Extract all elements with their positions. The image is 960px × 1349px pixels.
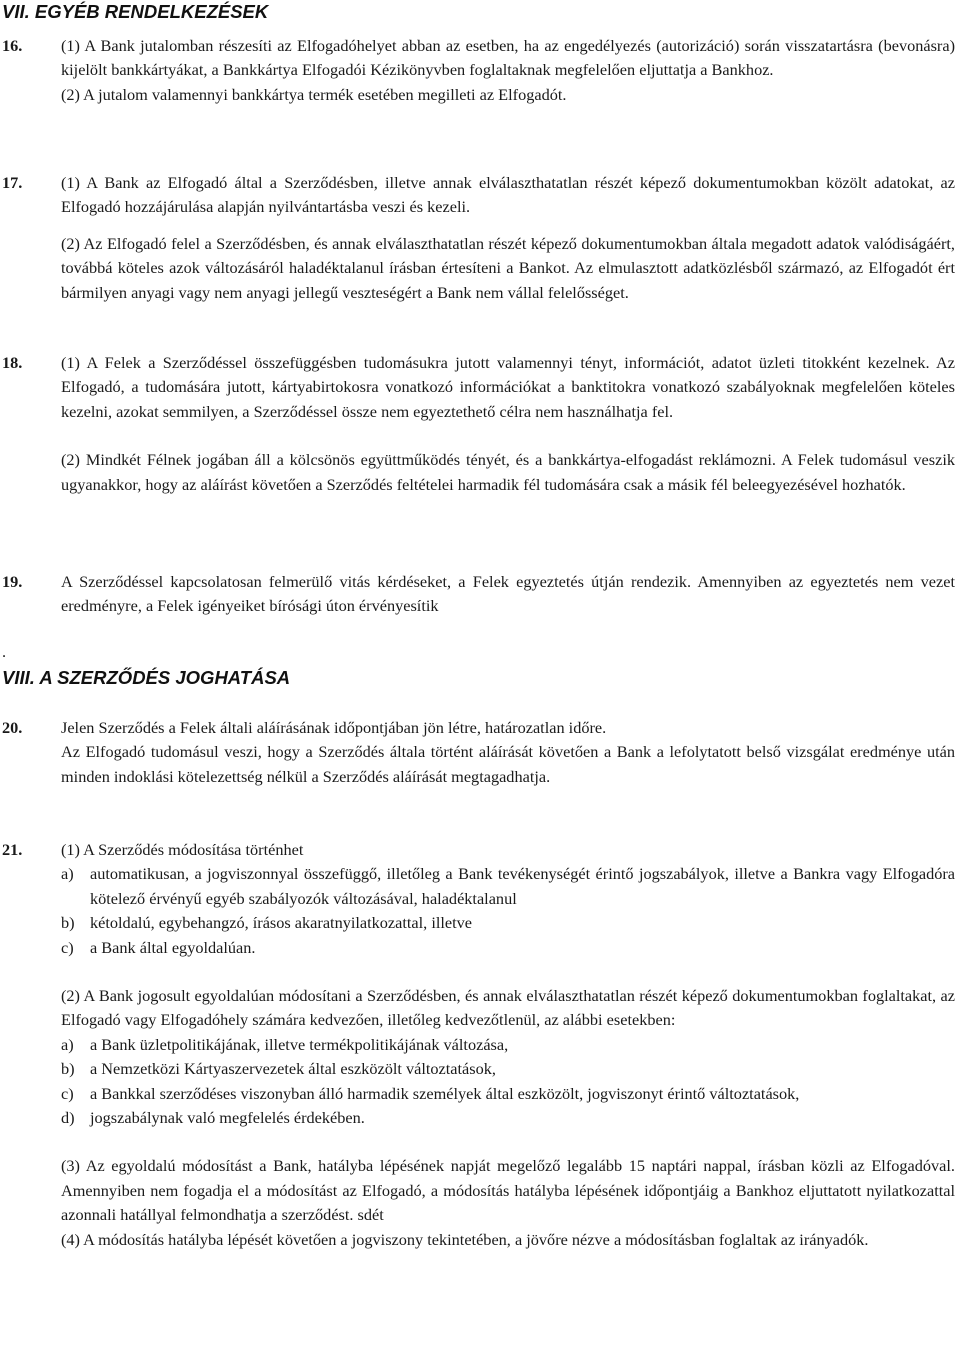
clause-paragraph: Az Elfogadó tudomásul veszi, hogy a Szerződés általa történt aláírását követően a Bank a lefolytatott belső vizsgálat eredménye után minden indoklási kötelezettség nélkül a Szerződés aláírását megtagadhatja. <box>61 742 955 786</box>
clause-paragraph: A Szerződéssel kapcsolatosan felmerülő vitás kérdéseket, a Felek egyeztetés útján rendezik. Amennyiben az egyeztetés nem vezet eredményre, a Felek igényeiket bírósági úton érvényesítik <box>61 572 955 616</box>
clause-paragraph: (2) Mindkét Félnek jogában áll a kölcsönös együttműködés tényét, és a bankkártya-elfogadást reklámozni. A Felek tudomásul veszik ugyanakkor, hogy az aláírást követően a Szerződés feltételei harmadik fél tudomására csak a másik fél beleegyezésével hozhatók. <box>61 450 955 494</box>
clause-paragraph: (1) A Bank jutalomban részesíti az Elfogadóhelyet abban az esetben, ha az engedélyezés (autorizáció) során visszatartásra (bevonásra) kijelölt bankkártyákat, a Bankkártya Elfogadói Kézikönyvben foglaltaknak megfelelően eljuttatja a Bankhoz. <box>61 36 955 80</box>
clause-paragraph: (2) A Bank jogosult egyoldalúan módosítani a Szerződésben, és annak elválaszthatatlan részét képező dokumentumokban foglaltakat, az Elfogadó vagy Elfogadóhely számára kedvezően, illetőleg kedvezőtlenül, az alábbi esetekben: <box>61 986 955 1030</box>
clause-number: 20. <box>2 718 23 737</box>
list-marker: c) <box>61 937 74 957</box>
list-marker: b) <box>61 1059 75 1079</box>
list-text: a Bank által egyoldalúan. <box>90 937 256 957</box>
clause-number: 18. <box>2 353 23 372</box>
clause-16 <box>0 34 958 107</box>
clause-number: 19. <box>2 572 23 591</box>
clause-paragraph: (1) A Felek a Szerződéssel összefüggésben tudomásukra jutott valamennyi tényt, információt, adatot üzleti titokként kezelnek. Az Elfogadó, a tudomására jutott, kártyabirtokosra vonatkozó információkat a banktitokra vonatkozó szabályoknak megfelelően köteles kezelni, azokat semmilyen, a Szerződéssel össze nem egyeztethető célra nem használhatja fel. <box>61 353 955 421</box>
list-item <box>61 1082 955 1106</box>
clause-paragraph: (2) A jutalom valamennyi bankkártya termék esetében megilleti az Elfogadót. <box>61 84 567 104</box>
list-marker: a) <box>61 864 74 884</box>
list-marker: c) <box>61 1083 74 1103</box>
list-text: a Nemzetközi Kártyaszervezetek által eszközölt változtatások, <box>90 1059 496 1079</box>
section-heading-viii: VIII. A SZERZŐDÉS JOGHATÁSA <box>2 667 291 688</box>
stray-dot: . <box>2 642 7 661</box>
clause-21 <box>0 838 958 1252</box>
list-item <box>61 936 955 960</box>
clause-paragraph: (4) A módosítás hatályba lépését követően a jogviszony tekintetében, a jövőre nézve a módosításban foglaltak az irányadók. <box>61 1229 869 1249</box>
clause-17 <box>0 171 958 305</box>
list-item <box>61 1033 955 1057</box>
list-item <box>61 1106 955 1130</box>
clause-19 <box>0 570 958 619</box>
clause-number: 21. <box>2 840 23 859</box>
list-marker: b) <box>61 913 75 933</box>
clause-number: 17. <box>2 173 23 192</box>
list-text: a Bankkal szerződéses viszonyban álló harmadik személyek által eszközölt, jogviszonyt érintő változtatások, <box>90 1083 800 1103</box>
clause-number: 16. <box>2 36 23 55</box>
clause-paragraph: Jelen Szerződés a Felek általi aláírásának időpontjában jön létre, határozatlan időre. <box>61 718 607 737</box>
list-text: a Bank üzletpolitikájának, illetve termékpolitikájának változása, <box>90 1034 509 1054</box>
clause-paragraph: (1) A Szerződés módosítása történhet <box>61 840 304 859</box>
list-text: kétoldalú, egybehangzó, írásos akaratnyilatkozattal, illetve <box>90 913 473 933</box>
list-text: jogszabálynak való megfelelés érdekében. <box>90 1108 365 1128</box>
clause-paragraph: (3) Az egyoldalú módosítást a Bank, hatályba lépésének napját megelőző legalább 15 naptári nappal, írásban közli az Elfogadóval. Amennyiben nem fogadja el a módosítást az Elfogadó, a módosítás hatályba lépésének időpontjáig a Bankhoz eljuttatott nyilatkozattal azonnali hatállyal felmondhatja a szerződést. sdét <box>61 1156 955 1225</box>
list-marker: d) <box>61 1108 75 1128</box>
list-item <box>61 911 955 935</box>
clause-20 <box>0 716 958 789</box>
list-item <box>61 862 955 911</box>
list-marker: a) <box>61 1034 74 1054</box>
clause-paragraph: (1) A Bank az Elfogadó által a Szerződésben, illetve annak elválaszthatatlan részét képező dokumentumokban közölt adatokat, az Elfogadó hozzájárulása alapján nyilvántartásba veszi és kezeli. <box>61 173 955 217</box>
list-item <box>61 1057 955 1081</box>
list-text: automatikusan, a jogviszonnyal összefüggő, illetőleg a Bank tevékenységét érintő jogszabályok, illetve a Bankra vagy Elfogadóra kötelező érvényű egyéb szabályozók változásával, haladéktalanul <box>90 864 955 908</box>
clause-18 <box>0 351 958 497</box>
clause-paragraph: (2) Az Elfogadó felel a Szerződésben, és annak elválaszthatatlan részét képező dokumentumokban általa megadott adatok valódiságáért, továbbá köteles azok változásáról haladéktalanul írásban értesíteni a Bankot. Az elmulasztott adatközlésből származó, az Elfogadót ért bármilyen anyagi vagy nem anyagi jellegű veszteségért a Bank nem vállal felelősséget. <box>61 233 955 302</box>
section-heading-vii: VII. EGYÉB RENDELKEZÉSEK <box>2 1 269 22</box>
